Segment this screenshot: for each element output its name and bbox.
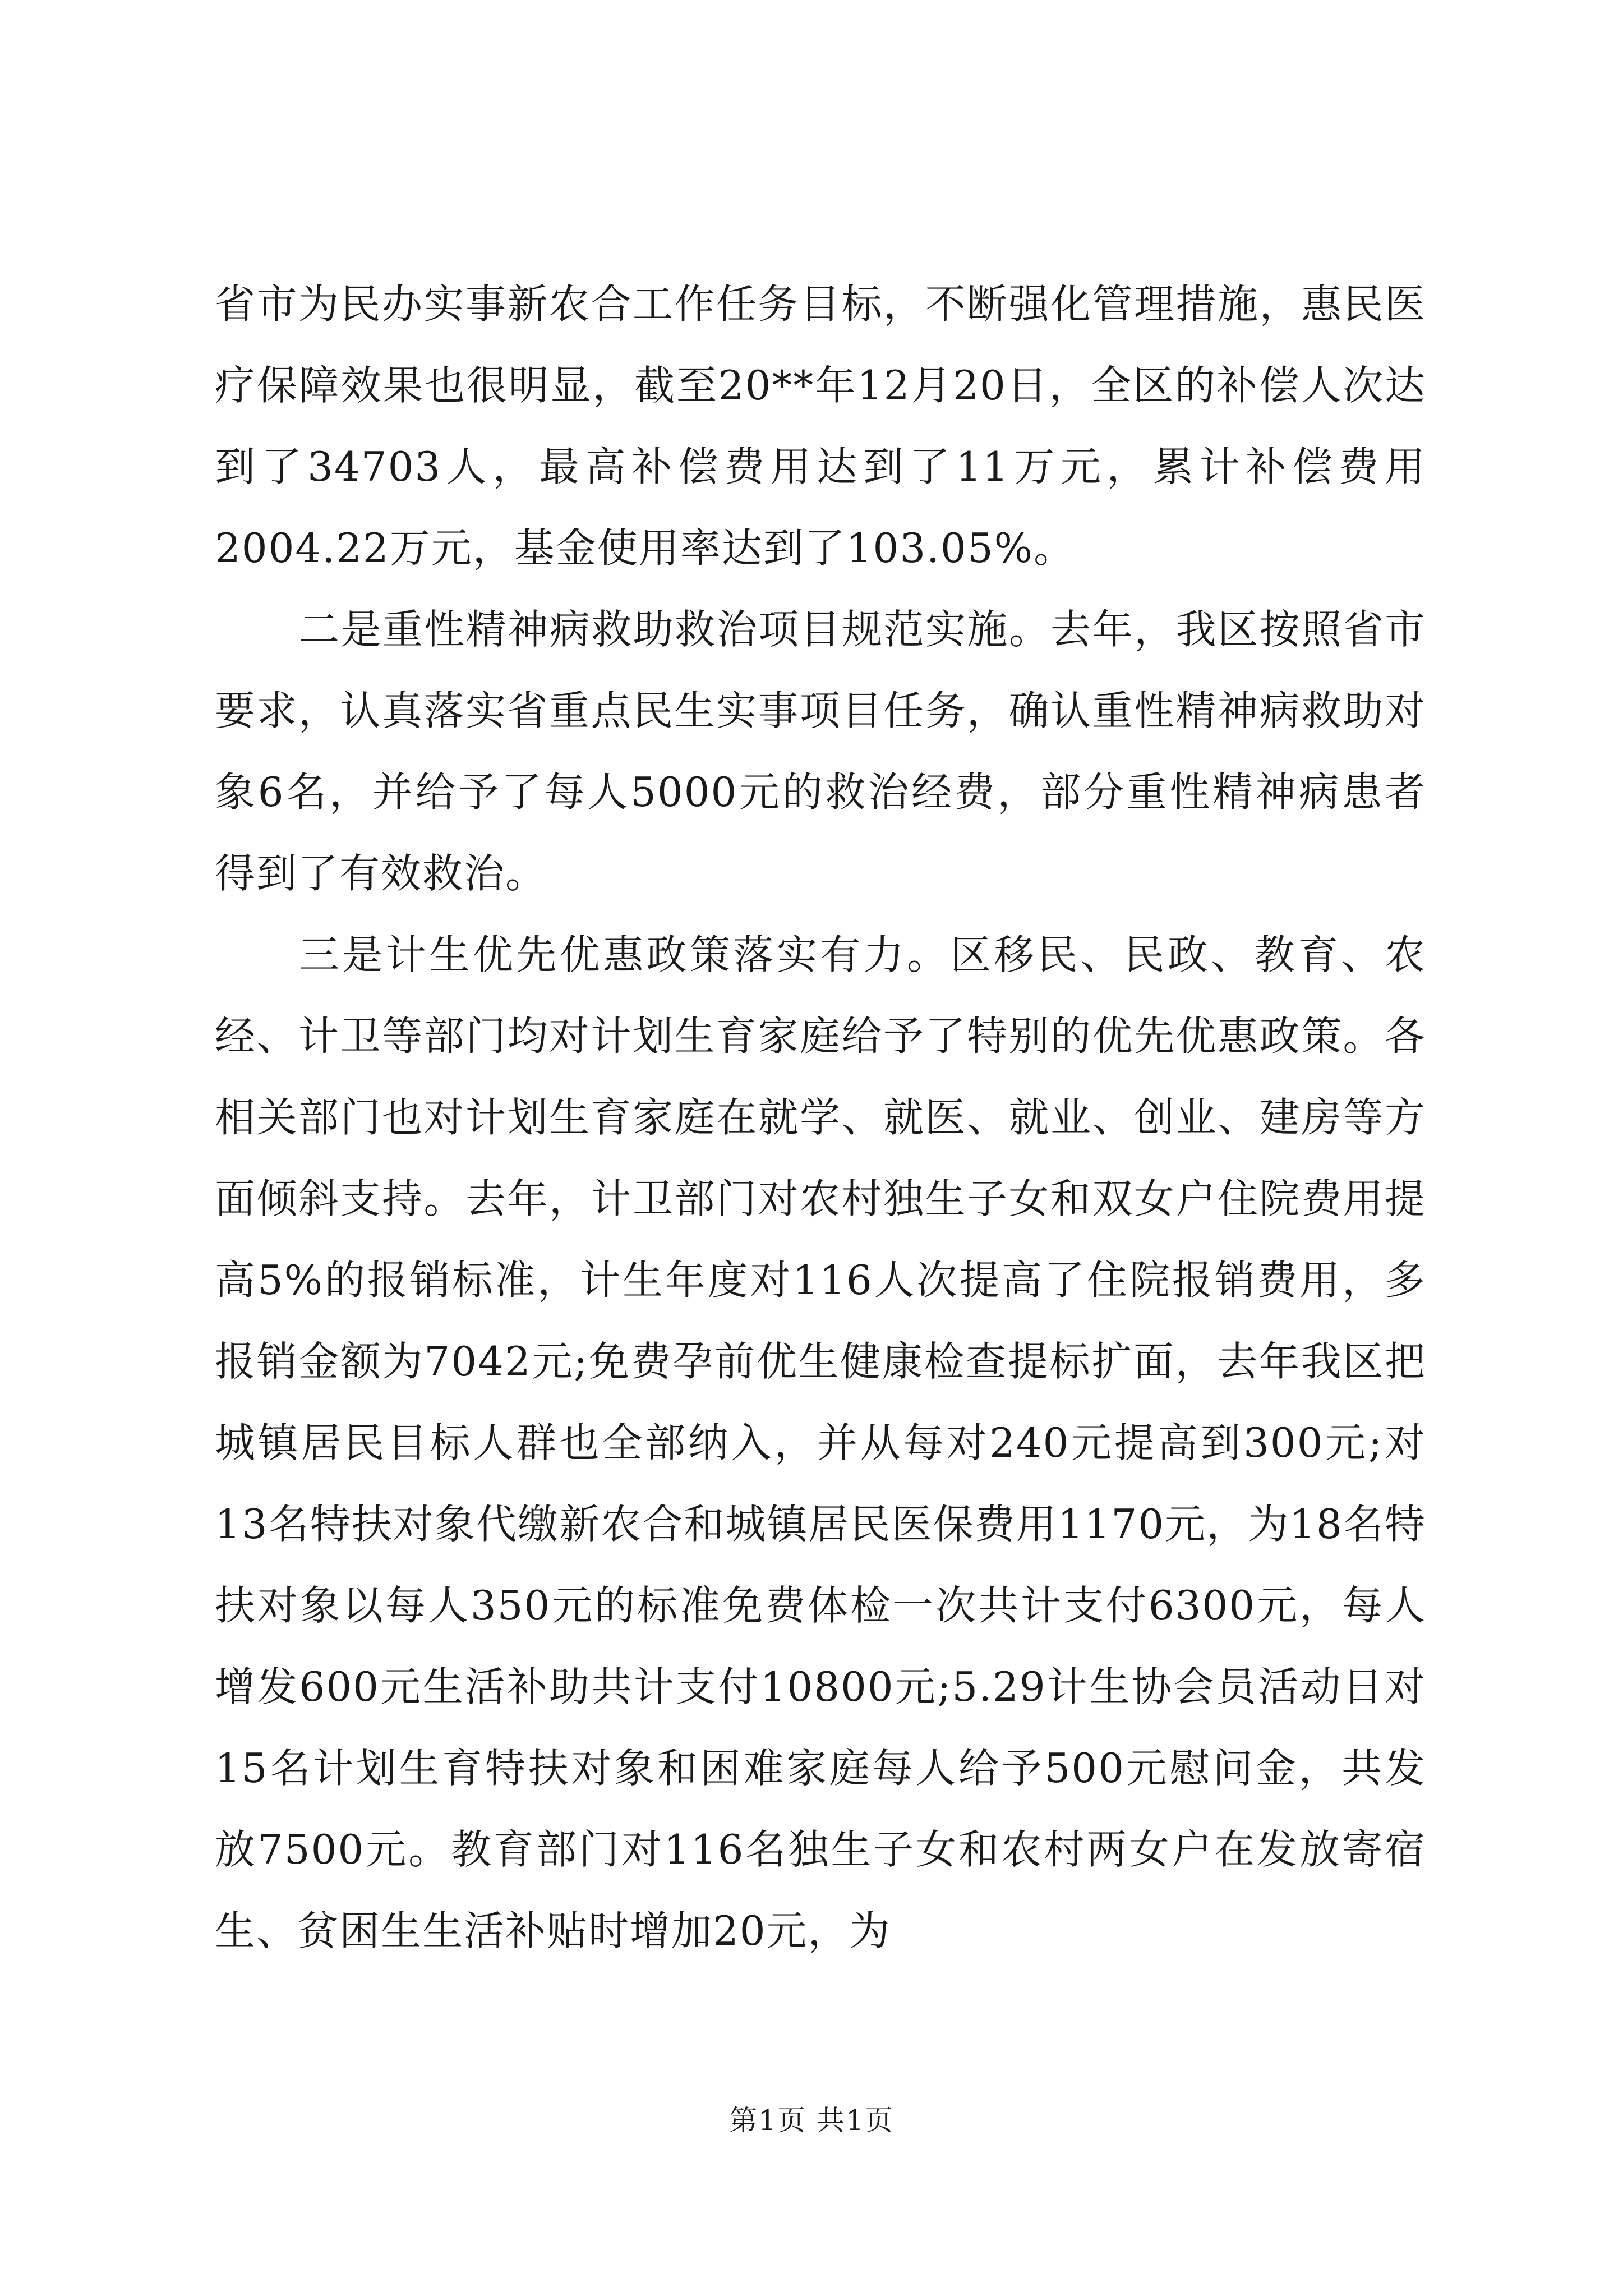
paragraph-3: 三是计生优先优惠政策落实有力。区移民、民政、教育、农经、计卫等部门均对计划生育家庭给予了特别的优先优惠政策。各相关部门也对计划生育家庭在就学、就医、就业、创业、建房等方面倾斜支持。去年，计卫部门对农村独生子女和双女户住院费用提高5%的报销标准，计生年度对116人次提高了住院报销费用，多报销金额为7042元;免费孕前优生健康检查提标扩面，去年我区把城镇居民目标人群也全部纳入，并从每对240元提高到300元;对13名特扶对象代缴新农合和城镇居民医保费用1170元，为18名特扶对象以每人350元的标准免费体检一次共计支付6300元，每人增发600元生活补助共计支付10800元;5.29计生协会员活动日对15名计划生育特扶对象和困难家庭每人给予500元慰问金，共发放7500元。教育部门对116名独生子女和农村两女户在发放寄宿生、贫困生生活补贴时增加20元，为 (215, 931, 1426, 1954)
page-footer: 第1页 共1页 (729, 2104, 894, 2137)
paragraph-1: 省市为民办实事新农合工作任务目标，不断强化管理措施，惠民医疗保障效果也很明显，截至20**年12月20日，全区的补偿人次达到了34703人，最高补偿费用达到了11万元，累计补偿费用2004.22万元，基金使用率达到了103.05%。 (215, 280, 1426, 572)
paragraph-2: 二是重性精神病救助救治项目规范实施。去年，我区按照省市要求，认真落实省重点民生实事项目任务，确认重性精神病救助对象6名，并给予了每人5000元的救治经费，部分重性精神病患者得到了有效救治。 (215, 606, 1426, 897)
document-body (215, 264, 1426, 1972)
